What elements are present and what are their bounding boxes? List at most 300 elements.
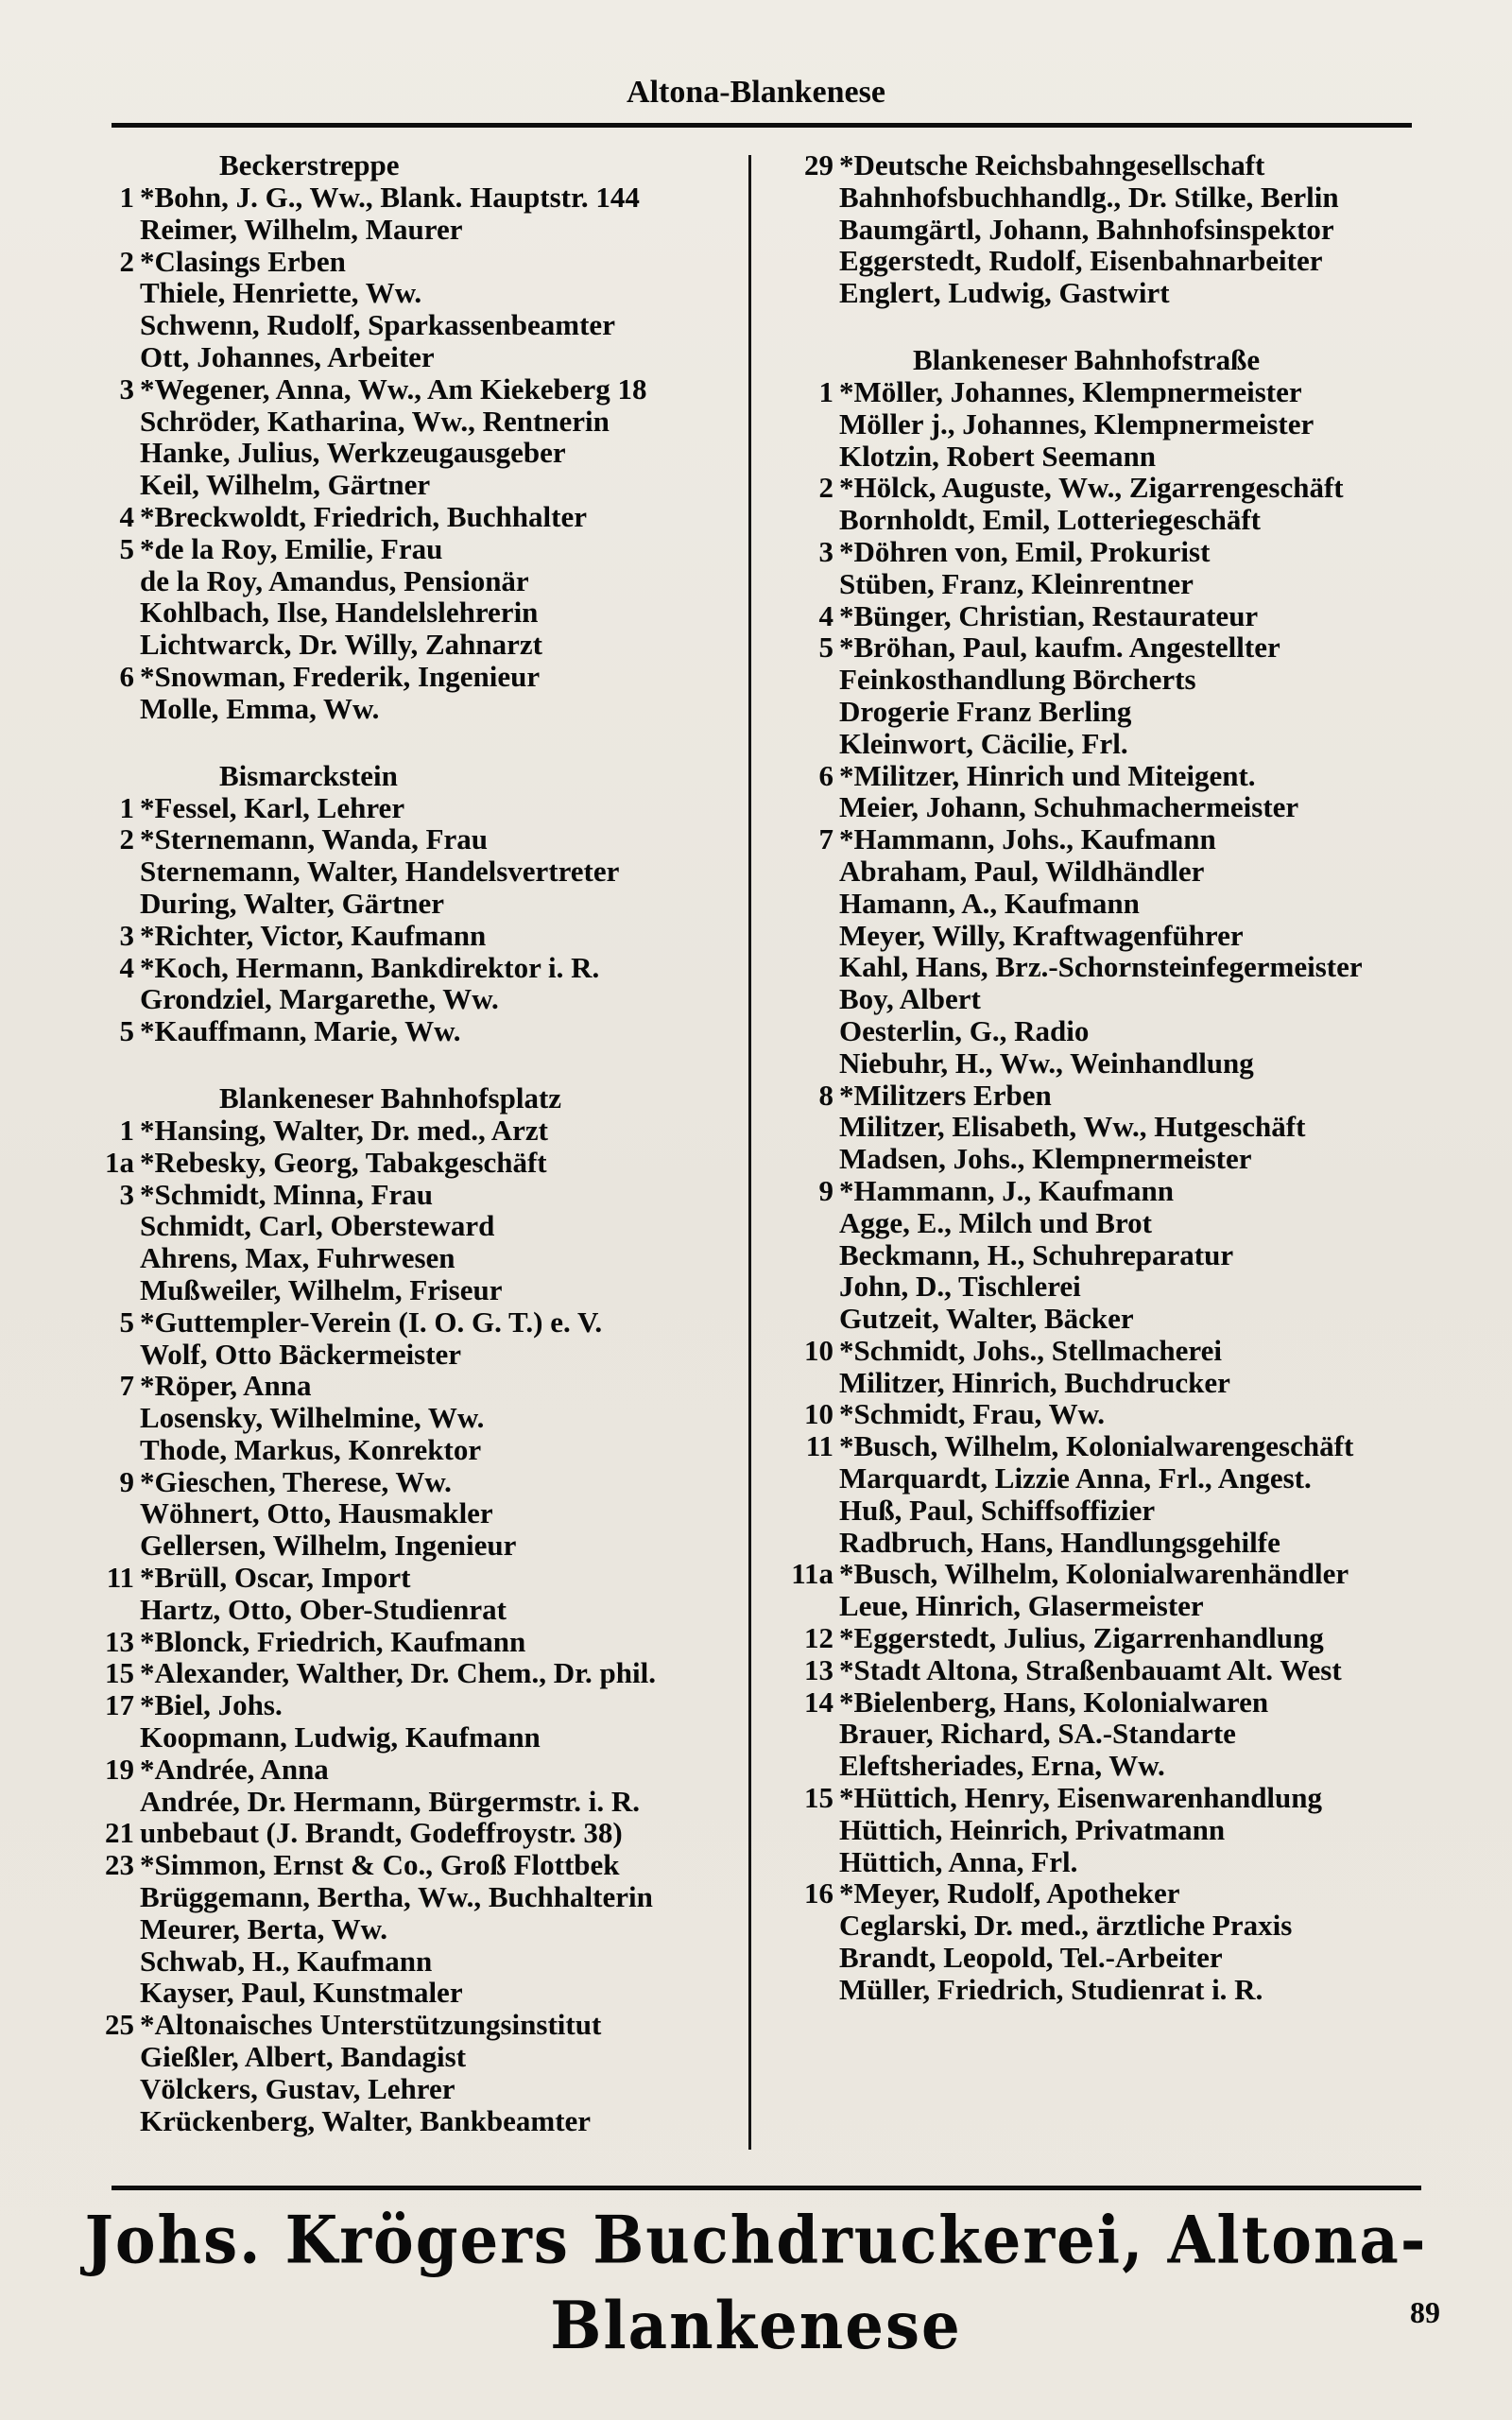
directory-entry (77, 1306, 739, 1339)
house-number: 4 (119, 499, 134, 533)
resident-entry: *Hammann, J., Kaufmann (839, 1173, 1174, 1207)
house-number (773, 1015, 833, 1047)
resident-entry: Oesterlin, G., Radio (839, 1013, 1090, 1047)
directory-entry (773, 728, 1463, 760)
directory-entry (77, 1562, 739, 1594)
resident-entry: Feinkosthandlung Börcherts (839, 663, 1196, 697)
directory-entry (773, 951, 1463, 983)
house-number: 1 (818, 374, 833, 408)
house-number (77, 1530, 134, 1562)
directory-entry (77, 1147, 739, 1179)
house-number (77, 1594, 134, 1626)
resident-entry: Bahnhofsbuchhandlg., Dr. Stilke, Berlin (839, 180, 1339, 214)
house-number (773, 696, 833, 728)
house-number (77, 341, 134, 373)
directory-entry (77, 1849, 739, 1881)
house-number: 1 (119, 181, 134, 214)
printer-imprint: Johs. Krögers Buchdruckerei, Altona-Blankenese (84, 2202, 1428, 2365)
house-number (773, 856, 833, 888)
directory-entry (77, 373, 739, 406)
right-column (773, 149, 1463, 2006)
house-number (773, 1846, 833, 1878)
column-divider (748, 155, 751, 2150)
directory-entry (773, 1111, 1463, 1143)
resident-entry: Sternemann, Walter, Handelsvertreter (140, 855, 620, 889)
house-number: 11 (805, 1429, 833, 1463)
resident-entry: *Bünger, Christian, Restaurateur (839, 598, 1259, 632)
resident-entry: Bornholdt, Emil, Lotteriegeschäft (839, 503, 1262, 537)
resident-entry: Hüttich, Anna, Frl. (839, 1844, 1078, 1878)
house-number (77, 693, 134, 725)
house-number (773, 408, 833, 441)
directory-entry (773, 1750, 1463, 1782)
directory-entry (77, 277, 739, 309)
house-number (773, 568, 833, 600)
resident-entry: *Bielenberg, Hans, Kolonialwaren (839, 1685, 1269, 1719)
directory-entry (773, 983, 1463, 1015)
house-number: 19 (105, 1752, 134, 1786)
house-number (77, 2041, 134, 2073)
directory-entry (773, 664, 1463, 696)
house-number (773, 182, 833, 214)
house-number: 23 (105, 1848, 134, 1882)
house-number (77, 437, 134, 469)
resident-entry: Schmidt, Carl, Obersteward (140, 1209, 495, 1243)
resident-entry: Hanke, Julius, Werkzeugausgeber (140, 436, 566, 470)
resident-entry: Meurer, Berta, Ww. (140, 1911, 388, 1945)
directory-entry (773, 1686, 1463, 1719)
directory-entry (773, 1814, 1463, 1846)
house-number (77, 1945, 134, 1978)
house-number (773, 1527, 833, 1559)
resident-entry: *Busch, Wilhelm, Kolonialwarengeschäft (839, 1429, 1354, 1463)
resident-entry: Madsen, Johs., Klempnermeister (839, 1142, 1252, 1176)
resident-entry: *Hölck, Auguste, Ww., Zigarrengeschäft (839, 471, 1344, 505)
resident-entry: *Clasings Erben (140, 244, 346, 278)
resident-entry: *Bohn, J. G., Ww., Blank. Hauptstr. 144 (140, 181, 640, 214)
section-gap (77, 725, 739, 756)
resident-entry: *Busch, Wilhelm, Kolonialwarenhändler (839, 1557, 1349, 1591)
resident-entry: *Stadt Altona, Straßenbauamt Alt. West (839, 1652, 1342, 1686)
house-number: 4 (818, 598, 833, 632)
directory-entry (77, 2009, 739, 2041)
house-number (773, 1270, 833, 1303)
directory-entry (77, 2105, 739, 2137)
house-number (77, 1786, 134, 1818)
directory-entry (773, 1175, 1463, 1207)
resident-entry: Keil, Wilhelm, Gärtner (140, 468, 431, 502)
directory-entry (77, 952, 739, 984)
house-number: 13 (105, 1624, 134, 1658)
house-number (77, 1210, 134, 1242)
directory-entry (77, 309, 739, 341)
house-number (773, 1462, 833, 1495)
house-number (77, 565, 134, 597)
directory-entry (77, 565, 739, 597)
house-number (77, 1242, 134, 1274)
directory-entry (77, 1945, 739, 1978)
house-number (773, 791, 833, 823)
directory-entry (77, 1721, 739, 1754)
street-heading: Blankeneser Bahnhofstraße (913, 342, 1261, 376)
resident-entry: *Meyer, Rudolf, Apotheker (839, 1876, 1180, 1910)
resident-entry: Andrée, Dr. Hermann, Bürgermstr. i. R. (140, 1784, 640, 1818)
resident-entry: Radbruch, Hans, Handlungsgehilfe (839, 1525, 1280, 1559)
resident-entry: Gutzeit, Walter, Bäcker (839, 1302, 1134, 1336)
resident-entry: Kleinwort, Cäcilie, Frl. (839, 726, 1128, 760)
house-number: 25 (105, 2008, 134, 2042)
house-number: 5 (818, 631, 833, 665)
resident-entry: Schwab, H., Kaufmann (140, 1944, 433, 1978)
left-column (77, 149, 739, 2136)
house-number (77, 1339, 134, 1371)
bottom-rule (112, 2186, 1421, 2190)
house-number (77, 596, 134, 629)
directory-entry (773, 920, 1463, 952)
directory-entry (77, 1179, 739, 1211)
house-number: 13 (804, 1652, 833, 1686)
resident-entry: *Schmidt, Johs., Stellmacherei (839, 1333, 1222, 1367)
directory-entry (77, 2073, 739, 2105)
resident-entry: *Militzers Erben (839, 1078, 1052, 1112)
house-number (77, 2073, 134, 2105)
directory-entry (773, 1782, 1463, 1814)
directory-entry (773, 1015, 1463, 1047)
resident-entry: Agge, E., Milch und Brot (839, 1205, 1152, 1239)
house-number: 6 (818, 758, 833, 792)
house-number: 10 (804, 1397, 833, 1431)
resident-entry: Militzer, Elisabeth, Ww., Hutgeschäft (839, 1110, 1306, 1144)
section-gap (77, 1047, 739, 1079)
resident-entry: Schwenn, Rudolf, Sparkassenbeamter (140, 308, 615, 342)
house-number: 6 (119, 659, 134, 693)
house-number (773, 888, 833, 920)
resident-entry: *Blonck, Friedrich, Kaufmann (140, 1624, 526, 1658)
directory-entry (773, 600, 1463, 632)
house-number (773, 1718, 833, 1750)
resident-entry: Brüggemann, Bertha, Ww., Buchhalterin (140, 1880, 653, 1914)
directory-entry (773, 1335, 1463, 1367)
directory-entry (773, 1654, 1463, 1686)
directory-entry (77, 437, 739, 469)
directory-entry (77, 661, 739, 693)
resident-entry: Ceglarski, Dr. med., ärztliche Praxis (839, 1909, 1293, 1943)
directory-entry (77, 1497, 739, 1530)
house-number (77, 983, 134, 1015)
house-number (773, 441, 833, 473)
resident-entry: *Schmidt, Minna, Frau (140, 1177, 434, 1211)
directory-entry (773, 631, 1463, 664)
directory-entry (77, 1786, 739, 1818)
house-number (773, 951, 833, 983)
directory-entry (77, 182, 739, 214)
directory-entry (773, 1877, 1463, 1910)
resident-entry: Grondziel, Margarethe, Ww. (140, 982, 499, 1016)
directory-entry (773, 823, 1463, 856)
house-number (773, 1942, 833, 1974)
resident-entry: *Alexander, Walther, Dr. Chem., Dr. phil. (140, 1656, 657, 1690)
house-number (773, 1814, 833, 1846)
house-number: 29 (804, 148, 833, 182)
resident-entry: Niebuhr, H., Ww., Weinhandlung (839, 1046, 1254, 1080)
house-number (77, 856, 134, 888)
resident-entry: John, D., Tischlerei (839, 1270, 1081, 1304)
resident-entry: *Altonaisches Unterstützungsinstitut (140, 2008, 602, 2042)
resident-entry: Baumgärtl, Johann, Bahnhofsinspektor (839, 212, 1334, 246)
house-number (773, 728, 833, 760)
resident-entry: Meier, Johann, Schuhmachermeister (839, 790, 1299, 824)
resident-entry: Beckmann, H., Schuhreparatur (839, 1237, 1234, 1271)
resident-entry: Losensky, Wilhelmine, Ww. (140, 1401, 485, 1435)
house-number (77, 1977, 134, 2009)
resident-entry: Kayser, Paul, Kunstmaler (140, 1976, 463, 2010)
house-number: 15 (105, 1656, 134, 1690)
house-number: 5 (119, 1305, 134, 1339)
resident-entry: *Snowman, Frederik, Ingenieur (140, 659, 541, 693)
resident-entry: Leue, Hinrich, Glasermeister (839, 1589, 1204, 1623)
directory-entry (77, 1242, 739, 1274)
resident-entry: Eleftsheriades, Erna, Ww. (839, 1749, 1165, 1783)
resident-entry: *Simmon, Ernst & Co., Groß Flottbek (140, 1848, 620, 1882)
resident-entry: *Röper, Anna (140, 1369, 312, 1403)
resident-entry: Eggerstedt, Rudolf, Eisenbahnarbeiter (839, 244, 1323, 278)
directory-entry (77, 1210, 739, 1242)
resident-entry: Möller j., Johannes, Klempnermeister (839, 406, 1314, 441)
street-heading: Beckerstreppe (219, 148, 400, 182)
directory-entry (77, 1977, 739, 2009)
resident-entry: Thode, Markus, Konrektor (140, 1432, 482, 1466)
house-number: 7 (818, 822, 833, 856)
directory-entry (77, 1594, 739, 1626)
directory-entry (77, 983, 739, 1015)
directory-entry (773, 182, 1463, 214)
house-number: 7 (119, 1369, 134, 1403)
resident-entry: Meyer, Willy, Kraftwagenführer (839, 918, 1244, 952)
directory-entry (77, 1689, 739, 1721)
house-number (77, 1881, 134, 1913)
house-number (773, 983, 833, 1015)
resident-entry: Kahl, Hans, Brz.-Schornsteinfegermeister (839, 950, 1363, 984)
resident-entry: Hartz, Otto, Ober-Studienrat (140, 1592, 507, 1626)
resident-entry: Völckers, Gustav, Lehrer (140, 2071, 455, 2105)
page-header: Altona-Blankenese (627, 75, 885, 110)
directory-entry (773, 888, 1463, 920)
directory-entry (773, 568, 1463, 600)
resident-entry: *Koch, Hermann, Bankdirektor i. R. (140, 950, 600, 984)
directory-entry (773, 277, 1463, 309)
house-number (77, 629, 134, 661)
resident-entry: Boy, Albert (839, 982, 981, 1016)
resident-entry: *Deutsche Reichsbahngesellschaft (839, 148, 1265, 182)
house-number (77, 469, 134, 501)
directory-entry (77, 501, 739, 533)
house-number (77, 1274, 134, 1306)
directory-entry (77, 1466, 739, 1498)
directory-entry (773, 1239, 1463, 1271)
house-number (773, 1207, 833, 1239)
directory-entry (77, 1881, 739, 1913)
house-number (773, 1367, 833, 1399)
house-number (77, 1913, 134, 1945)
house-number (773, 1143, 833, 1175)
house-number (77, 888, 134, 920)
resident-entry: Wöhnert, Otto, Hausmakler (140, 1496, 493, 1530)
house-number: 17 (105, 1688, 134, 1722)
directory-entry (77, 2041, 739, 2073)
resident-entry: Brauer, Richard, SA.-Standarte (839, 1717, 1236, 1751)
resident-entry: *Fessel, Karl, Lehrer (140, 790, 405, 824)
resident-entry: *Andrée, Anna (140, 1752, 329, 1786)
directory-entry (77, 214, 739, 246)
house-number: 3 (818, 534, 833, 568)
directory-entry (773, 1974, 1463, 2006)
resident-entry: Koopmann, Ludwig, Kaufmann (140, 1720, 541, 1754)
directory-entry (77, 1402, 739, 1434)
house-number (773, 214, 833, 246)
directory-entry (773, 149, 1463, 182)
house-number: 8 (818, 1078, 833, 1112)
directory-entry (77, 596, 739, 629)
house-number: 1a (105, 1145, 134, 1179)
directory-entry (773, 1527, 1463, 1559)
directory-entry (77, 1657, 739, 1689)
resident-entry: *Richter, Victor, Kaufmann (140, 918, 487, 952)
section-gap (773, 309, 1463, 340)
house-number (77, 1721, 134, 1754)
house-number: 5 (119, 531, 134, 565)
directory-entry (773, 856, 1463, 888)
resident-entry: unbebaut (J. Brandt, Godeffroystr. 38) (140, 1816, 623, 1850)
directory-entry (77, 629, 739, 661)
resident-entry: Militzer, Hinrich, Buchdrucker (839, 1365, 1230, 1399)
resident-entry: Klotzin, Robert Seemann (839, 439, 1156, 473)
resident-entry: Müller, Friedrich, Studienrat i. R. (839, 1972, 1263, 2006)
house-number: 5 (119, 1014, 134, 1048)
directory-entry (773, 1718, 1463, 1750)
house-number (77, 214, 134, 246)
resident-entry: *Hüttich, Henry, Eisenwarenhandlung (839, 1781, 1323, 1815)
resident-entry: Hüttich, Heinrich, Privatmann (839, 1812, 1226, 1846)
house-number: 2 (119, 822, 134, 856)
resident-entry: *Brüll, Oscar, Import (140, 1561, 411, 1595)
top-rule (112, 123, 1412, 128)
house-number (77, 406, 134, 438)
resident-entry: Ahrens, Max, Fuhrwesen (140, 1241, 455, 1275)
house-number (773, 1910, 833, 1942)
directory-entry (77, 1015, 739, 1047)
page-number: 89 (1410, 2295, 1440, 2329)
directory-entry (77, 856, 739, 888)
house-number: 2 (818, 471, 833, 505)
directory-entry (773, 1495, 1463, 1527)
resident-entry: *Möller, Johannes, Klempnermeister (839, 374, 1302, 408)
house-number (77, 1497, 134, 1530)
directory-entry (773, 441, 1463, 473)
resident-entry: *Kauffmann, Marie, Ww. (140, 1014, 461, 1048)
resident-entry: Marquardt, Lizzie Anna, Frl., Angest. (839, 1461, 1312, 1495)
directory-entry (77, 888, 739, 920)
directory-entry (773, 1047, 1463, 1080)
directory-entry (773, 1270, 1463, 1303)
resident-entry: Lichtwarck, Dr. Willy, Zahnarzt (140, 628, 543, 662)
resident-entry: Ott, Johannes, Arbeiter (140, 339, 435, 373)
resident-entry: Mußweiler, Wilhelm, Friseur (140, 1272, 503, 1306)
resident-entry: Molle, Emma, Ww. (140, 691, 380, 725)
directory-entry (77, 1434, 739, 1466)
house-number: 11a (791, 1557, 833, 1591)
resident-entry: *Rebesky, Georg, Tabakgeschäft (140, 1145, 547, 1179)
directory-entry (773, 376, 1463, 408)
directory-entry (77, 1626, 739, 1658)
directory-entry (773, 696, 1463, 728)
resident-entry: de la Roy, Amandus, Pensionär (140, 563, 529, 597)
house-number: 3 (119, 372, 134, 406)
resident-entry: Stüben, Franz, Kleinrentner (839, 566, 1194, 600)
house-number (773, 277, 833, 309)
house-number: 16 (804, 1876, 833, 1910)
house-number (77, 1402, 134, 1434)
resident-entry: *Wegener, Anna, Ww., Am Kiekeberg 18 (140, 372, 647, 406)
directory-entry (77, 533, 739, 565)
house-number: 2 (119, 244, 134, 278)
directory-entry (77, 1370, 739, 1402)
street-heading: Bismarckstein (219, 758, 398, 792)
house-number: 14 (804, 1685, 833, 1719)
house-number: 1 (119, 790, 134, 824)
directory-entry (773, 760, 1463, 792)
directory-entry (773, 791, 1463, 823)
house-number (773, 1239, 833, 1271)
resident-entry: Brandt, Leopold, Tel.-Arbeiter (839, 1941, 1223, 1975)
resident-entry: Hamann, A., Kaufmann (839, 886, 1140, 920)
house-number (773, 1750, 833, 1782)
house-number (773, 1111, 833, 1143)
house-number (773, 1047, 833, 1080)
resident-entry: *Schmidt, Frau, Ww. (839, 1397, 1106, 1431)
house-number (77, 309, 134, 341)
house-number: 11 (106, 1561, 134, 1595)
directory-entry (773, 1398, 1463, 1430)
house-number: 15 (804, 1781, 833, 1815)
house-number: 4 (119, 950, 134, 984)
house-number: 21 (105, 1816, 134, 1850)
directory-entry (77, 246, 739, 278)
resident-entry: *Militzer, Hinrich und Miteigent. (839, 758, 1256, 792)
resident-entry: *Gieschen, Therese, Ww. (140, 1464, 452, 1498)
resident-entry: Wolf, Otto Bäckermeister (140, 1337, 462, 1371)
directory-entry (773, 1207, 1463, 1239)
resident-entry: Reimer, Wilhelm, Maurer (140, 212, 463, 246)
directory-entry (77, 469, 739, 501)
resident-entry: *Bröhan, Paul, kaufm. Angestellter (839, 631, 1280, 665)
house-number: 9 (119, 1464, 134, 1498)
directory-entry (77, 341, 739, 373)
directory-entry (77, 1913, 739, 1945)
resident-entry: Kohlbach, Ilse, Handelslehrerin (140, 596, 539, 630)
resident-entry: Gellersen, Wilhelm, Ingenieur (140, 1529, 517, 1563)
directory-entry (773, 1303, 1463, 1335)
directory-entry (77, 1754, 739, 1786)
directory-entry (77, 693, 739, 725)
directory-entry (773, 1910, 1463, 1942)
directory-entry (773, 1143, 1463, 1175)
directory-entry (77, 792, 739, 824)
resident-entry: Schröder, Katharina, Ww., Rentnerin (140, 404, 610, 438)
directory-entry (773, 1622, 1463, 1654)
resident-entry: Drogerie Franz Berling (839, 694, 1132, 728)
resident-entry: *Hammann, Johs., Kaufmann (839, 822, 1216, 856)
house-number (773, 1974, 833, 2006)
